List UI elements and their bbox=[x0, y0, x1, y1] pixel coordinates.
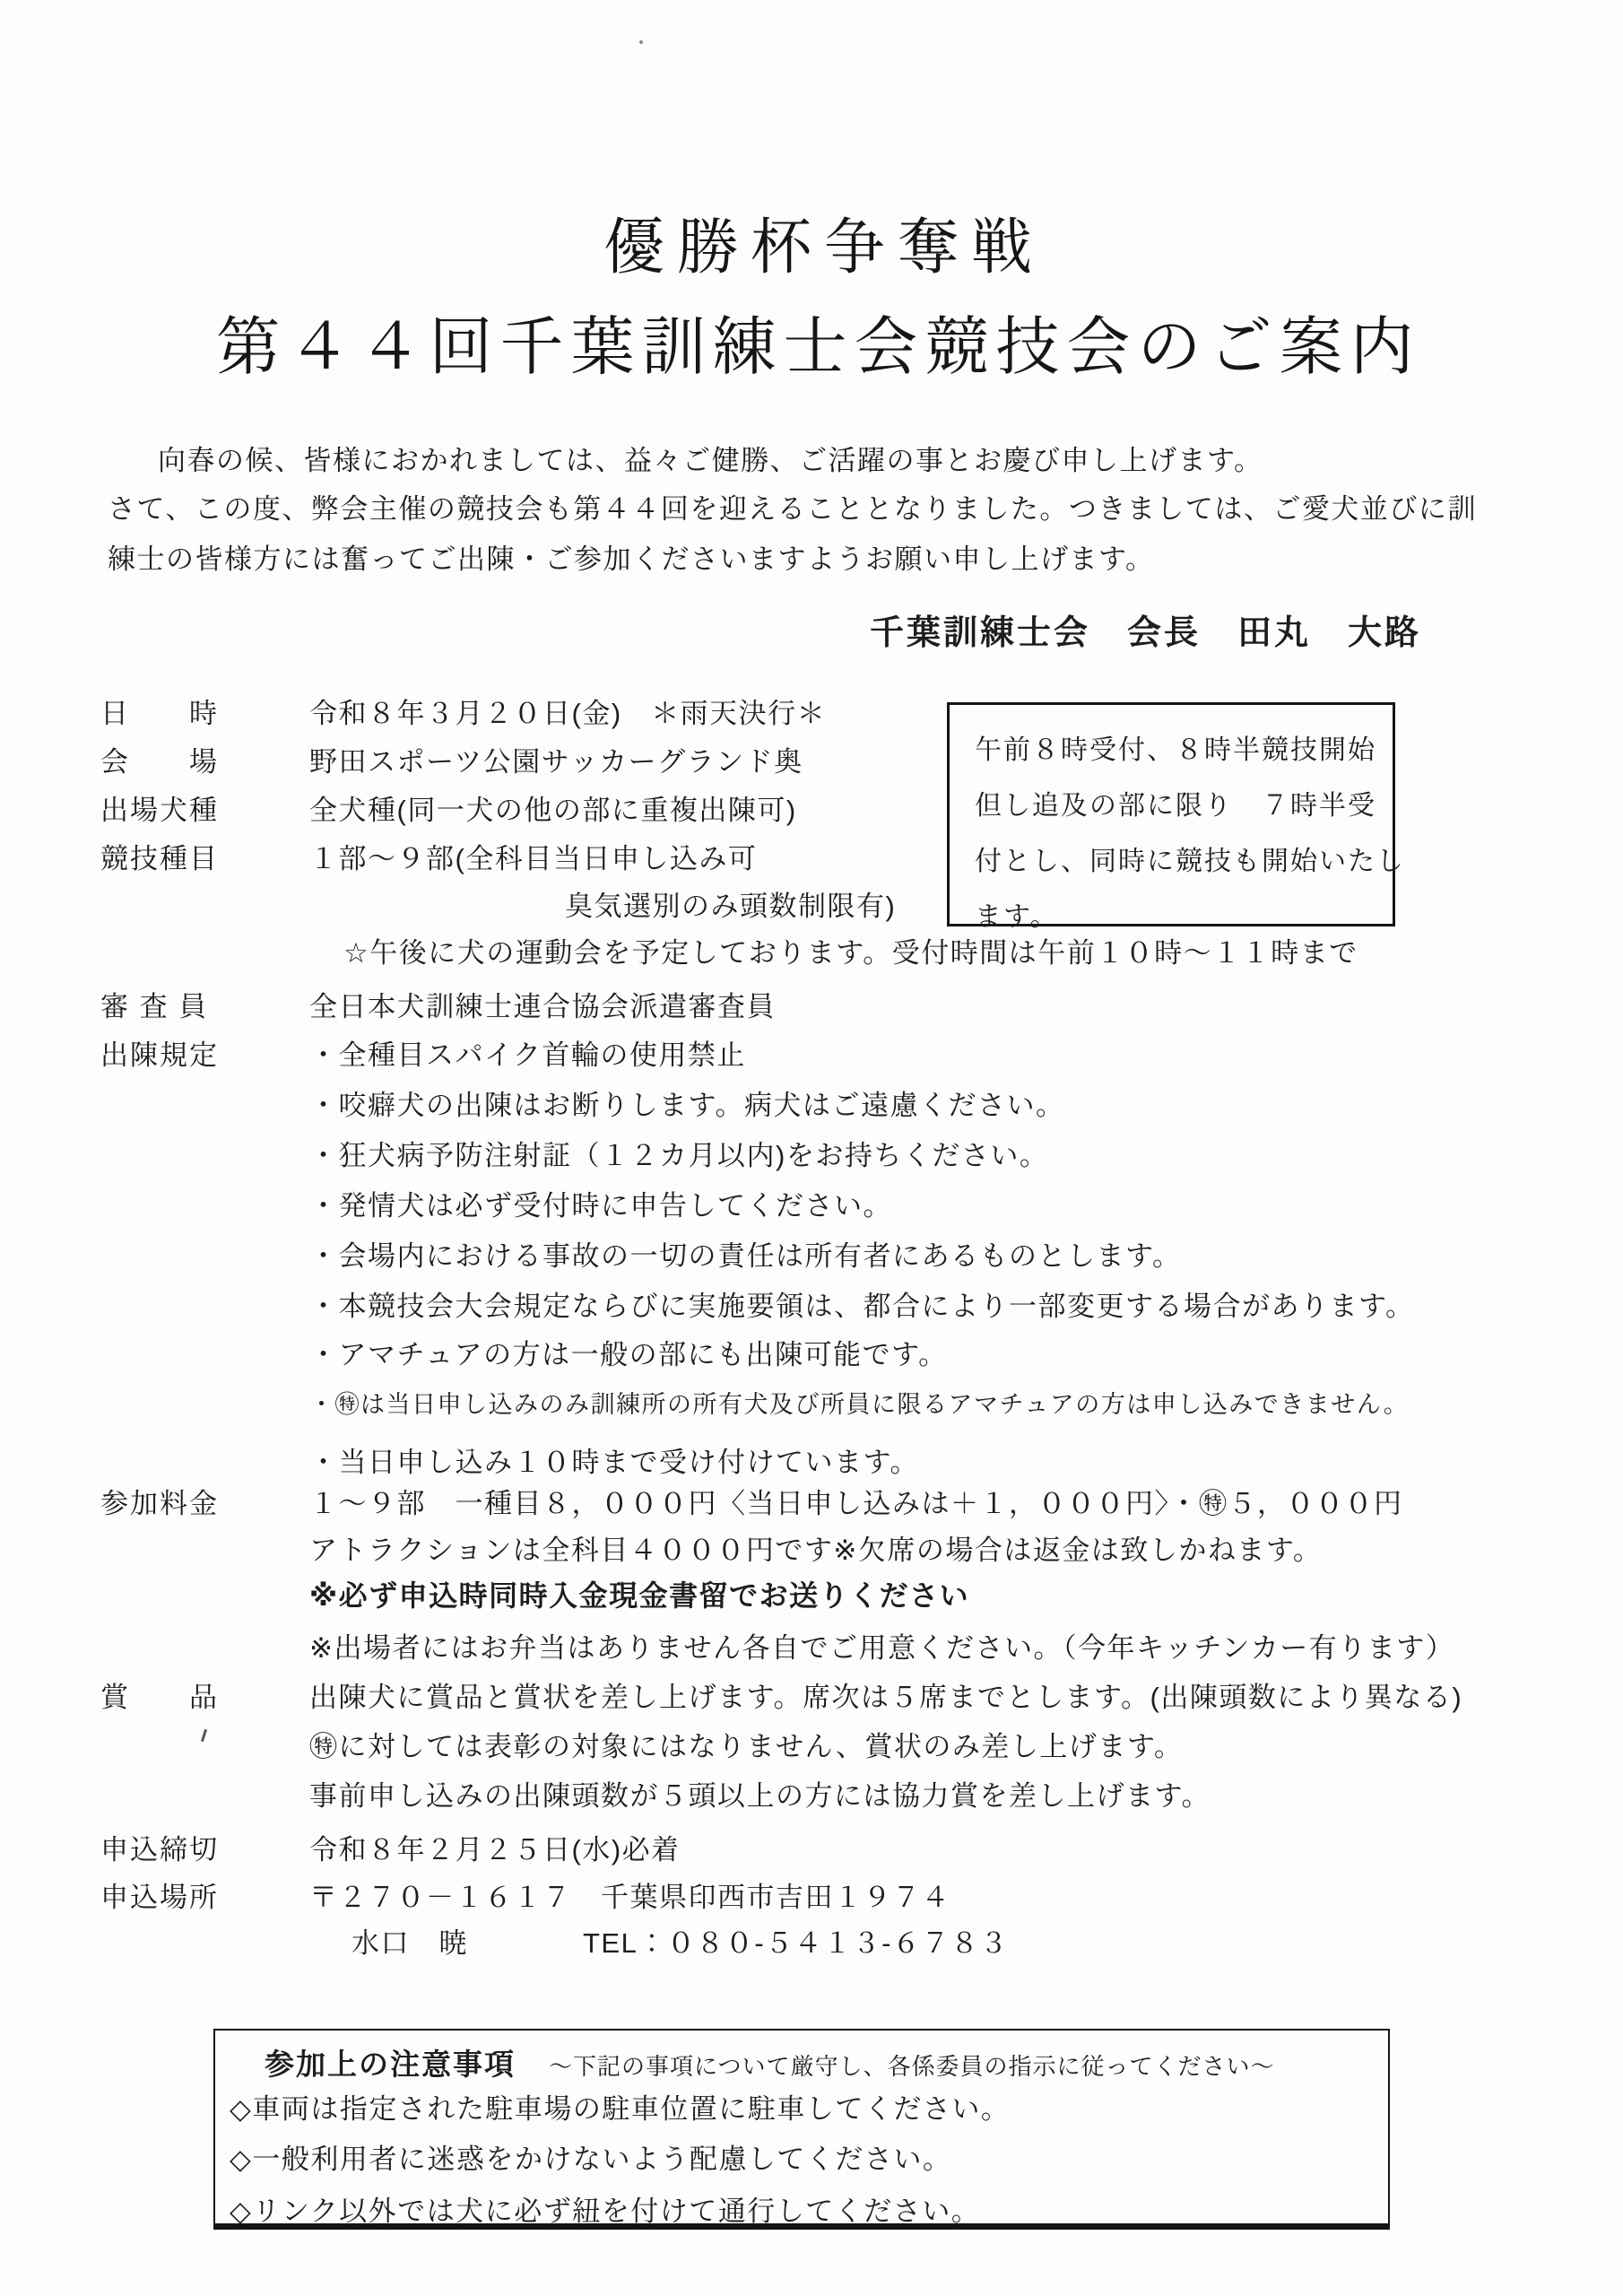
field-value-events: １部～９部(全科目当日申し込み可 bbox=[309, 843, 758, 874]
field-label-address: 申込場所 bbox=[100, 1882, 219, 1913]
reception-time-box bbox=[947, 702, 1405, 932]
notice-box-title: 参加上の注意事項 bbox=[265, 2048, 516, 2081]
fee-line: １～９部 一種目８，０００円〈当日申し込みは＋１，０００円〉・㊕５，０００円 bbox=[309, 1488, 1403, 1519]
reception-time-line: 付とし、同時に競技も開始いたし bbox=[975, 847, 1405, 876]
field-label-venue: 会 場 bbox=[100, 746, 219, 778]
contact-tel: TEL：０８０-５４１３-６７８３ bbox=[583, 1927, 1009, 1959]
intro-paragraph-line: さて、この度、弊会主催の競技会も第４４回を迎えることとなりました。つきましては、ご愛犬並びに訓 bbox=[108, 493, 1477, 525]
contact-name: 水口 暁 bbox=[352, 1927, 468, 1959]
field-label-rules: 出陳規定 bbox=[100, 1039, 219, 1071]
rule-item: ・全種目スパイク首輪の使用禁止 bbox=[309, 1039, 746, 1071]
intro-paragraph-line: 練士の皆様方には奮ってご出陳・ご参加くださいますようお願い申し上げます。 bbox=[108, 544, 1155, 575]
field-value-deadline: 令和８年２月２５日(水)必着 bbox=[309, 1834, 681, 1866]
prize-line: 事前申し込みの出陳頭数が５頭以上の方には協力賞を差し上げます。 bbox=[309, 1780, 1211, 1812]
field-value-datetime: 令和８年３月２０日(金) ＊雨天決行＊ bbox=[309, 698, 827, 729]
field-label-deadline: 申込締切 bbox=[100, 1834, 219, 1866]
fee-payment-warning: ※必ず申込時同時入金現金書留でお送りください bbox=[309, 1579, 970, 1612]
document-title-line1: 優勝杯争奪戦 bbox=[603, 213, 1045, 282]
field-value-breeds: 全犬種(同一犬の他の部に重複出陳可) bbox=[309, 795, 797, 826]
notice-item: ◇一般利用者に迷惑をかけないよう配慮してください。 bbox=[230, 2144, 952, 2175]
field-label-datetime: 日 時 bbox=[100, 698, 219, 729]
notice-box-subtitle: ～下記の事項について厳守し、各係委員の指示に従ってください～ bbox=[549, 2053, 1275, 2080]
rule-item: ・本競技会大会規定ならびに実施要領は、都合により一部変更する場合があります。 bbox=[309, 1291, 1415, 1322]
rule-item: ・㊕は当日申し込みのみ訓練所の所有犬及び所員に限るアマチュアの方は申し込みできません。 bbox=[309, 1391, 1410, 1418]
scan-speck bbox=[639, 40, 643, 44]
field-label-breeds: 出場犬種 bbox=[100, 795, 219, 826]
field-value-events-cont: 臭気選別のみ頭数制限有) bbox=[565, 891, 897, 922]
intro-paragraph-line: 向春の候、皆様におかれましては、益々ご健勝、ご活躍の事とお慶び申し上げます。 bbox=[158, 445, 1263, 476]
prize-line: ㊕に対しては表彰の対象にはなりません、賞状のみ差し上げます。 bbox=[309, 1731, 1184, 1762]
field-label-judges: 審 査 員 bbox=[100, 991, 209, 1022]
reception-time-line: 午前８時受付、８時半競技開始 bbox=[975, 735, 1376, 765]
scan-speck bbox=[201, 1729, 207, 1742]
afternoon-note: ☆午後に犬の運動会を予定しております。受付時間は午前１０時～１１時まで bbox=[343, 937, 1358, 969]
rule-item: ・狂犬病予防注射証（１２カ月以内)をお持ちください。 bbox=[309, 1140, 1049, 1171]
rule-item: ・会場内における事故の一切の責任は所有者にあるものとします。 bbox=[309, 1240, 1182, 1272]
field-label-prize: 賞 品 bbox=[100, 1682, 219, 1713]
notice-item: ◇リンク以外では犬に必ず紐を付けて通行してください。 bbox=[230, 2196, 981, 2227]
field-value-venue: 野田スポーツ公園サッカーグランド奥 bbox=[309, 746, 803, 778]
reception-time-line: ます。 bbox=[975, 902, 1059, 932]
rule-item: ・アマチュアの方は一般の部にも出陳可能です。 bbox=[309, 1339, 948, 1370]
rule-item: ・咬癖犬の出陳はお断りします。病犬はご遠慮ください。 bbox=[309, 1090, 1065, 1121]
notice-item: ◇車両は指定された駐車場の駐車位置に駐車してください。 bbox=[230, 2093, 1011, 2125]
field-value-address: 〒２７０－１６１７ 千葉県印西市吉田１９７４ bbox=[309, 1882, 950, 1913]
rule-item: ・当日申し込み１０時まで受け付けています。 bbox=[309, 1447, 920, 1478]
fee-line: アトラクションは全科目４０００円です※欠席の場合は返金は致しかねます。 bbox=[309, 1535, 1323, 1566]
document-title-line2: 第４４回千葉訓練士会競技会のご案内 bbox=[216, 312, 1421, 383]
field-label-events: 競技種目 bbox=[100, 843, 219, 874]
field-label-fee: 参加料金 bbox=[100, 1488, 219, 1519]
fee-lunch-note: ※出場者にはお弁当はありません各自でご用意ください。（今年キッチンカー有ります） bbox=[309, 1632, 1455, 1664]
prize-line: 出陳犬に賞品と賞状を差し上げます。席次は５席までとします。(出陳頭数により異なる) bbox=[309, 1682, 1463, 1713]
participation-notice-box bbox=[213, 2029, 1390, 2230]
organizer-signature: 千葉訓練士会 会長 田丸 大路 bbox=[870, 614, 1422, 652]
reception-time-line: 但し追及の部に限り ７時半受 bbox=[975, 791, 1376, 821]
rule-item: ・発情犬は必ず受付時に申告してください。 bbox=[309, 1190, 892, 1222]
field-value-judges: 全日本犬訓練士連合協会派遣審査員 bbox=[309, 991, 776, 1022]
